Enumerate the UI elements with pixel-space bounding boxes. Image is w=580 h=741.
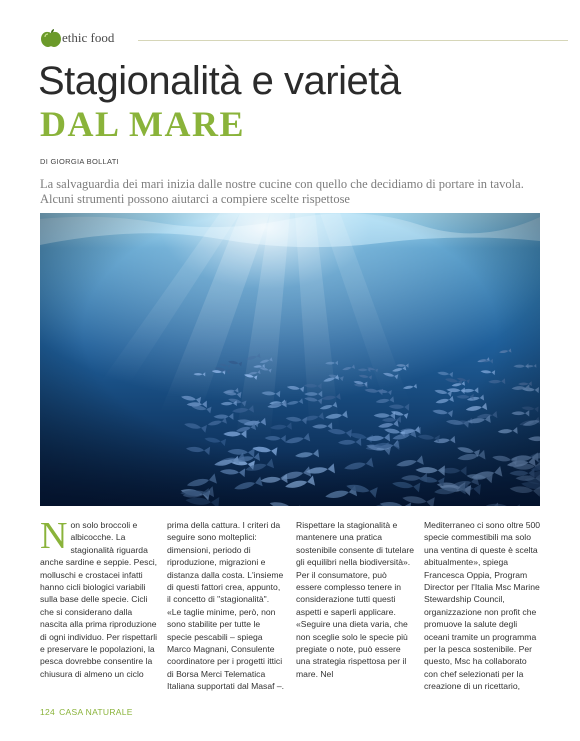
section-divider [138, 40, 568, 41]
apple-icon [40, 28, 62, 48]
article-column-3 [296, 519, 414, 680]
title-accent: DAL MARE [40, 104, 246, 144]
page-footer [40, 707, 133, 717]
article-column-3-text: Rispettare la stagionalità e mantenere una pratica sostenibile consente di tutelare gli equilibri nella biodiversità». Per il consumatore, può essere complesso tenere in considerazione tutti questi aspetti e saperli applicare. «Seguire una dieta varia, che non sceglie solo le specie più pregiate o note, può essere una strategia rispettosa per il mare. Nel [296, 520, 415, 679]
article-column-4-text: Mediterraneo ci sono oltre 500 specie commestibili ma solo una ventina di queste è scelta abitualmente», spiega Francesca Oppia, Program Director per l'Italia Msc Marine Stewardship Council, organizzazione non profit che promuove la salute degli oceani tramite un programma per la pesca sostenibile. Per questo, Msc ha collaborato con chef selezionati per la creazione di un ricettario, [424, 520, 541, 692]
article-column-2-text: prima della cattura. I criteri da seguire sono molteplici: dimensioni, periodo di riproduzione, migrazioni e distanza dalla costa. L'insieme di questi fattori crea, appunto, il concetto di "stagionalità". «Le taglie minime, però, non sono stabilite per tutte le specie pescabili – spiega Marco Magnani, Consulente coordinatore per i progetti ittici di Borsa Merci Telematica Italiana supportati dal Masaf –. [167, 520, 285, 692]
magazine-name: CASA NATURALE [59, 707, 133, 717]
article-column-1-text: on solo broccoli e albicocche. La stagionalità riguarda anche sardine e seppie. Pesci, molluschi e crostacei infatti hanno cicli biologici variabili sulla base delle specie. Cicli che si considerano dalla nascita alla prima riproduzione di ogni individuo. Per rispettarli e preservare le popolazioni, la pesca dovrebbe consentire la chiusura di almeno un ciclo [40, 520, 158, 679]
dropcap: N [40, 515, 68, 557]
article-body [40, 515, 541, 697]
article-column-2 [167, 519, 285, 693]
hero-image-underwater-fish [40, 213, 540, 506]
article-column-4 [424, 519, 542, 693]
ocean-illustration [40, 213, 540, 506]
lead-paragraph: La salvaguardia dei mari inizia dalle nostre cucine con quello che decidiamo di portare in tavola. Alcuni strumenti possono aiutarci a compiere scelte rispettose [40, 177, 524, 206]
section-tag [40, 26, 560, 48]
section-label: ethic food [62, 30, 115, 45]
title-main: Stagionalità e varietà [38, 59, 401, 103]
byline: DI GIORGIA BOLLATI [40, 157, 120, 166]
article-column-1 [40, 515, 158, 680]
page-number: 124 [40, 707, 56, 717]
